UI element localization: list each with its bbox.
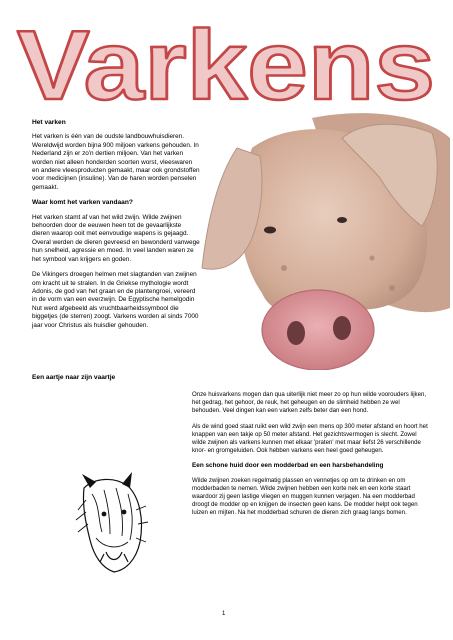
intro-paragraph: Het varken is één van de oudste landbouwhuisdieren. Wereldwijd worden bijna 900 miljoen varkens gehouden. In Nederland zijn er zo'n dertien miljoen. Van het varken worden niet alleen honderden soorten worst, vleeswaren en andere vleesproducten gemaakt, maar ook grondstoffen voor medicijnen (insuline). Van de haren worden penselen gemaakt.	[32, 133, 200, 191]
nature-heading: Een aartje naar zijn vaartje	[32, 374, 116, 381]
page-number: 1	[222, 611, 226, 617]
origin-paragraph-1: Het varken stamt af van het wild zwijn. Wilde zwijnen behoorden door de eeuwen heen tot de gevaarlijkste dieren waarop ooit met eenvoudige wapens is gejaagd. Overal werden de dieren gevreesd en bewonderd vanwege hun snelheid, agressie en moed. In veel landen waren ze het symbool van krijgers en goden.	[32, 213, 200, 263]
mud-paragraph: Wilde zwijnen zoeken regelmatig plassen en vennetjes op om te drinken en om modderbaden te nemen. Wilde zwijnen hebben een korte nek en een korte staart waardoor zij geen lastige vliegen en muggen kunnen verjagen. Na een modderbad droogt de modder op en knijgen de insecten geen kans. De modder helpt ook tegen luizen en mijten. Na het modderbad schuren de dieren zich graag langs bomen.	[192, 476, 418, 517]
intro-heading: Het varken	[32, 119, 66, 126]
right-column	[192, 391, 428, 525]
pig-nostril-right	[333, 316, 351, 340]
origin-paragraph-2: De Vikingers droegen helmen met slagtanden van zwijnen om kracht uit te stralen. In de Griekse mythologie wordt Adonis, de god van het graan en de plantengroei, vereerd in de vorm van een everzwijn. De Egyptische hemelgodin Nut werd afgebeeld als vruchtbaarheidssymbool die biggetjes (de sterren) zoogt. Varkens worden al sinds 7000 jaar voor Christus als huisdier gehouden.	[32, 271, 199, 329]
nature-paragraph-2: Als de wind goed staat ruikt een wild zwijn een mens op 300 meter afstand en hoort het knappen van een takje op 50 meter afstand. Het gezichtsvermogen is slecht. Zowel wilde zwijnen als varkens kunnen met elkaar 'praten' met maar liefst 26 verschillende knor- en gromgeluiden. Ook hebben varkens een heel goed geheugen.	[192, 422, 428, 455]
wild-boar-sketch	[74, 470, 150, 574]
pig-eye-right	[337, 217, 347, 223]
nature-paragraph-1: Onze huisvarkens mogen dan qua uiterlijk niet meer zo op hun wilde voorouders lijken, het gedrag, het gehoor, de reuk, het geheugen en de slimheid hebben ze wel behouden. Veel dingen kan een varken zelfs beter dan een hond.	[192, 391, 427, 415]
pig-photo	[192, 108, 450, 370]
mud-heading: Een schone huid door een modderbad en een harsbehandeling	[192, 462, 384, 470]
pig-snout	[262, 290, 374, 370]
page-title: Varkens	[17, 24, 435, 104]
pig-nostril-left	[287, 321, 305, 345]
pig-eye-left	[264, 227, 276, 234]
title-wordart	[14, 24, 438, 104]
origin-heading: Waar komt het varken vandaan?	[32, 199, 133, 207]
left-column	[32, 119, 200, 337]
